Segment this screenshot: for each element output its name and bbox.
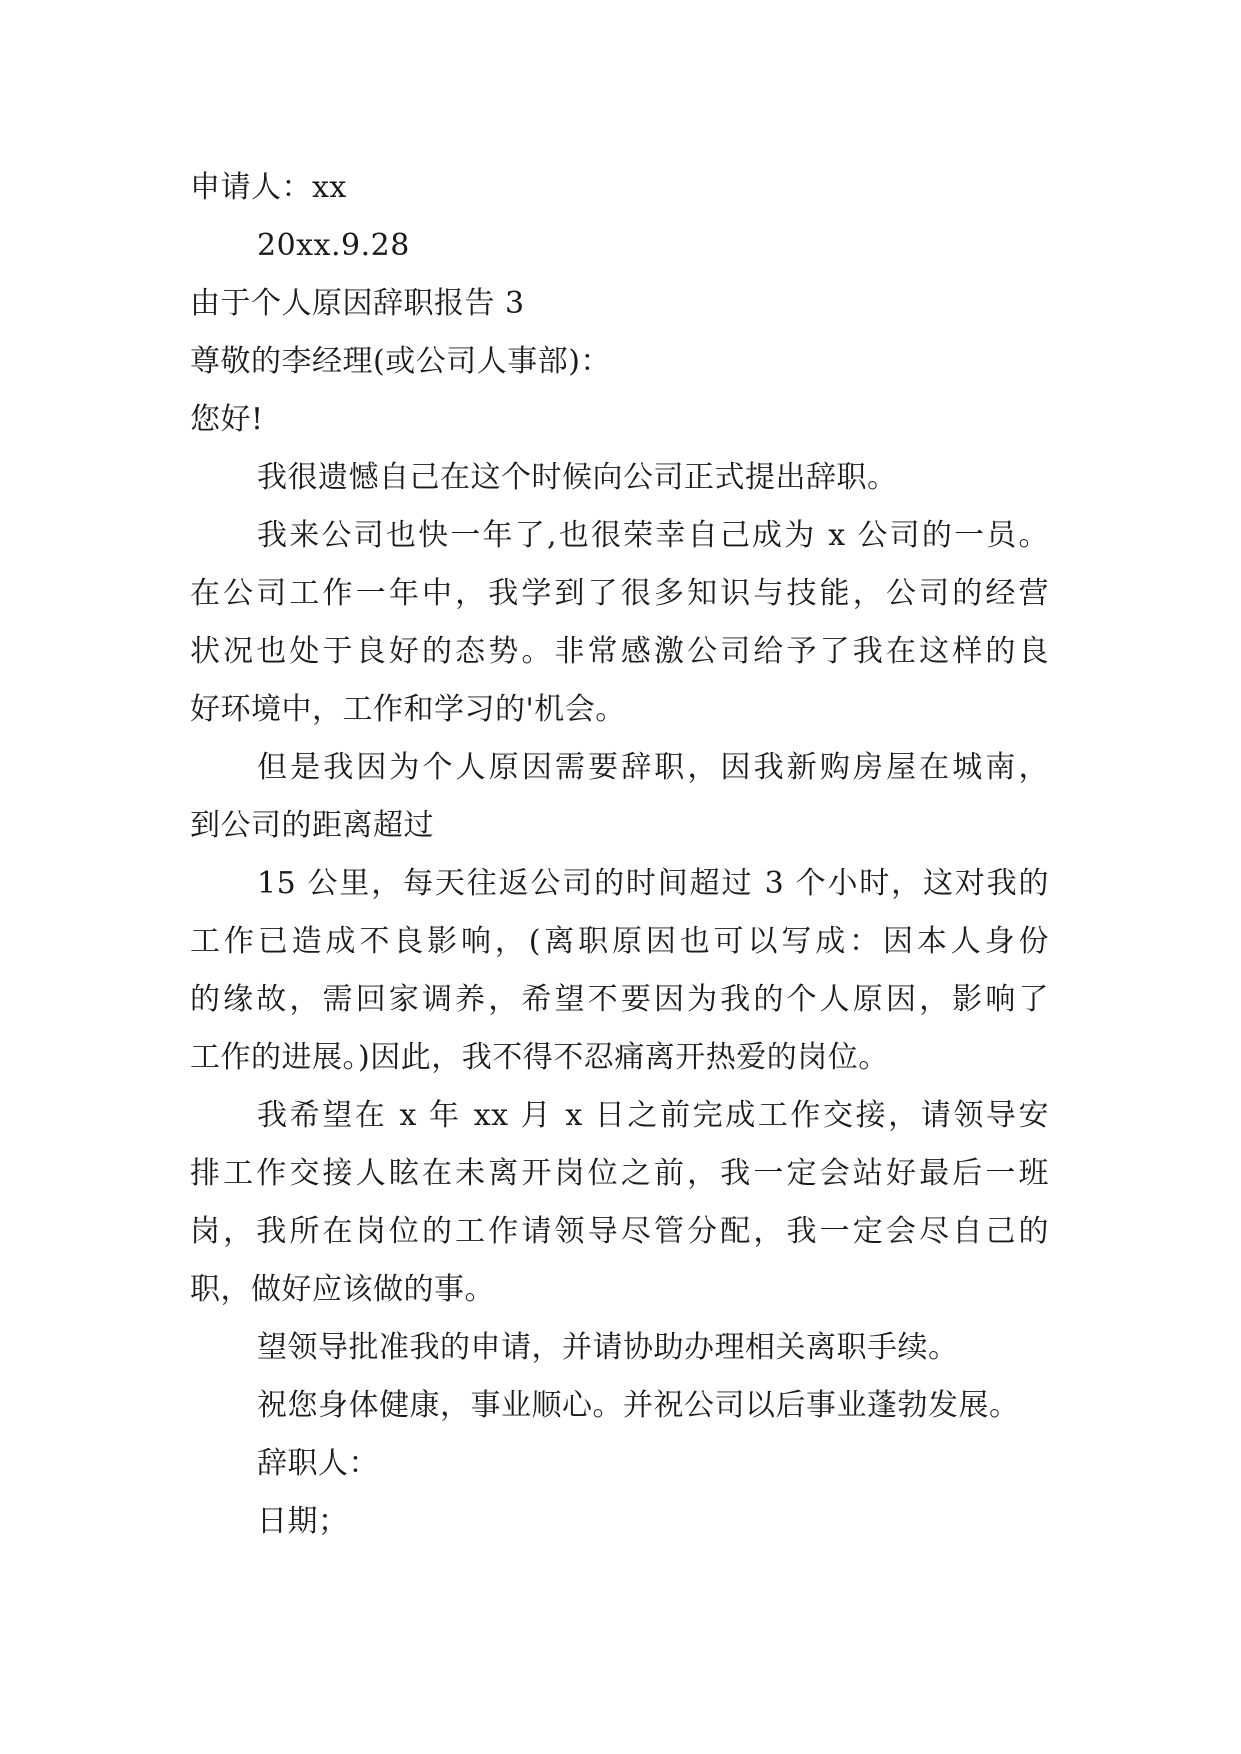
salutation: 尊敬的李经理(或公司人事部)： <box>190 344 611 379</box>
paragraph-7: 祝您身体健康，事业顺心。并祝公司以后事业蓬勃发展。 <box>257 1388 1020 1423</box>
date-line: 20xx.9.28 <box>257 228 410 263</box>
greeting: 您好! <box>190 402 264 437</box>
paragraph-5-line-2: 排工作交接人眩在未离开岗位之前，我一定会站好最后一班 <box>190 1156 1049 1191</box>
paragraph-2-line-2: 在公司工作一年中，我学到了很多知识与技能，公司的经营 <box>190 576 1049 611</box>
paragraph-3-line-2: 到公司的距离超过 <box>190 808 434 843</box>
paragraph-3-line-1: 但是我因为个人原因需要辞职，因我新购房屋在城南， <box>257 750 1049 785</box>
paragraph-5-line-1: 我希望在 x 年 xx 月 x 日之前完成工作交接，请领导安 <box>257 1098 1049 1133</box>
paragraph-4-line-1: 15 公里，每天往返公司的时间超过 3 个小时，这对我的 <box>257 866 1049 901</box>
signer-label: 辞职人： <box>257 1446 379 1481</box>
paragraph-2-line-4: 好环境中，工作和学习的'机会。 <box>190 692 626 727</box>
paragraph-4-line-4: 工作的进展。)因此，我不得不忍痛离开热爱的岗位。 <box>190 1040 889 1075</box>
paragraph-2-line-1: 我来公司也快一年了,也很荣幸自己成为 x 公司的一员。 <box>257 518 1049 553</box>
date-label: 日期； <box>257 1504 349 1539</box>
paragraph-4-line-2: 工作已造成不良影响，(离职原因也可以写成：因本人身份 <box>190 924 1049 959</box>
paragraph-6: 望领导批准我的申请，并请协助办理相关离职手续。 <box>257 1330 959 1365</box>
paragraph-4-line-3: 的缘故，需回家调养，希望不要因为我的个人原因，影响了 <box>190 982 1049 1017</box>
paragraph-2-line-3: 状况也处于良好的态势。非常感激公司给予了我在这样的良 <box>190 634 1049 669</box>
document-title: 由于个人原因辞职报告 3 <box>190 286 525 321</box>
paragraph-5-line-4: 职，做好应该做的事。 <box>190 1272 495 1307</box>
applicant-line: 申请人：xx <box>190 170 347 205</box>
paragraph-1: 我很遗憾自己在这个时候向公司正式提出辞职。 <box>257 460 898 495</box>
paragraph-5-line-3: 岗，我所在岗位的工作请领导尽管分配，我一定会尽自己的 <box>190 1214 1049 1249</box>
